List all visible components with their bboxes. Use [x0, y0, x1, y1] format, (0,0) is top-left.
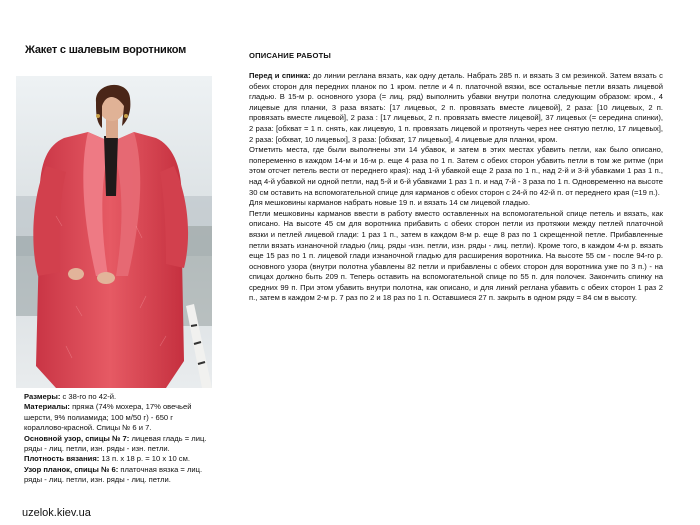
- paragraph-4: Петли мешковины карманов ввести в работу вместо оставленных на вспомогательной спице петель и вязать, как описано. На высоте 45 см для воротника прибавить с обеих сторон петли из протяжки между петлей платочной вязки и петлей лицевой глади: 1 раз 1 п., затем в каждом 8-м р. еще 8 раз по 1 скрещенной петле. Прибавленные петли вязать изнаночной гладью (лиц. ряды -изн. петли, изн. ряды - лиц. петли). Кроме того, в каждом 4-м р. вязать еще 15 раз по 1 п. лицевой глади изнаночной гладью для расширения воротника. На высоте 55 см - после 94-го р. основного узора (внутри полотна убавлены 82 петли и прибавлены с обеих сторон для воротника уже по 3 п.) - на спицах должно быть 209 п. Теперь оставить на вспомогательной спице по 55 п. для полочек. Закончить спинку на средних 99 п. При этом убавить внутри полотна, как описано, и для линий реглана убавить с обеих сторон 1 раз 2 п., затем в каждом 2-м р. 7 раз по 2 и 18 раз по 1 п. Оставшиеся 27 п. закрыть в одном ряду = 84 см в высоту.: [249, 208, 663, 303]
- model-photo: [16, 76, 212, 388]
- spec-density: Плотность вязания: 13 п. х 18 р. = 10 х 10 см.: [24, 454, 190, 464]
- description-body: [249, 71, 663, 304]
- spec-main-pattern: Основной узор, спицы № 7: лицевая гладь = лиц. ряды - лиц. петли, изн. ряды - изн. петли.: [24, 433, 207, 454]
- paragraph-2: Отметить места, где были выполнены эти 14 убавок, и затем в этих местах убавить петли, как было описано, попеременно в каждом 14-м и 16-м р. еще 4 раза по 1 п. Затем с обеих сторон убавить петли в том же ритме (при этом отсчет петель вести от переднего края): над 1-й убавкой еще 2 раза по 1 п., над 2-й и 3-й убавками 1 раз 1 п., над 4-й убавкой ни одной петли, над 5-й и 6-й убавками 1 раз 1 п. и над 7-й - 3 раза по 1 п. Одновременно на высоте 30 см оставить на вспомогательной спице для карманов с обеих сторон с 24-й по 42-й п. от переднего края (=19 п.).: [249, 145, 663, 197]
- spec-size: Размеры: с 38-го по 42-й.: [24, 392, 117, 401]
- paragraph-3: Для мешковины карманов набрать новые 19 п. и вязать 14 см лицевой гладью.: [249, 198, 530, 208]
- specs-block: [24, 392, 214, 486]
- spec-plank-pattern: Узор планок, спицы № 6: платочная вязка = лиц. ряды - лиц. петли, изн. ряды - лиц. петли.: [24, 464, 203, 485]
- description-heading: ОПИСАНИЕ РАБОТЫ: [249, 51, 332, 60]
- page-title: Жакет с шалевым воротником: [25, 44, 187, 56]
- paragraph-1: Перед и спинка: до линии реглана вязать, как одну деталь. Набрать 285 п. и вязать 3 см резинкой. Затем вязать с обеих сторон для передних планок по 1 кром. петле и 4 п. платочной вязки, все остальные петли вязать лицевой гладью. В 15-м р. основного узора (= лиц. ряд) выполнить убавки внутри полотна следующим образом: кром., 4 лицевые для планки, 3 раза вязать: [17 лицевых, 2 п. провязать вместе лицевой], 2 раза: [10 лицевых, 2 п. провязать вместе лицевой], 2 раза : [17 лицевых, 2 п. провязать вместе лицевой], 37 лицевых (= середина спинки), 2 раза: [обхват = 1 п. снять, как лицевую, 1 п. провязать лицевой и протянуть через нее снятую петлю, 17 лицевых], 2 раза: [обхват, 10 лицевых], 3 раза: [обхват, 17 лицевых], 4 лицевые для планки, кром.: [249, 71, 663, 144]
- coat-illustration: [16, 76, 212, 388]
- site-url: uzelok.kiev.ua: [22, 507, 91, 519]
- spec-materials: Материалы: пряжа (74% мохера, 17% овечьей шерсти, 9% полиамида; 100 м/50 г) - 650 г кораллово-красной. Спицы № 6 и 7.: [24, 402, 192, 433]
